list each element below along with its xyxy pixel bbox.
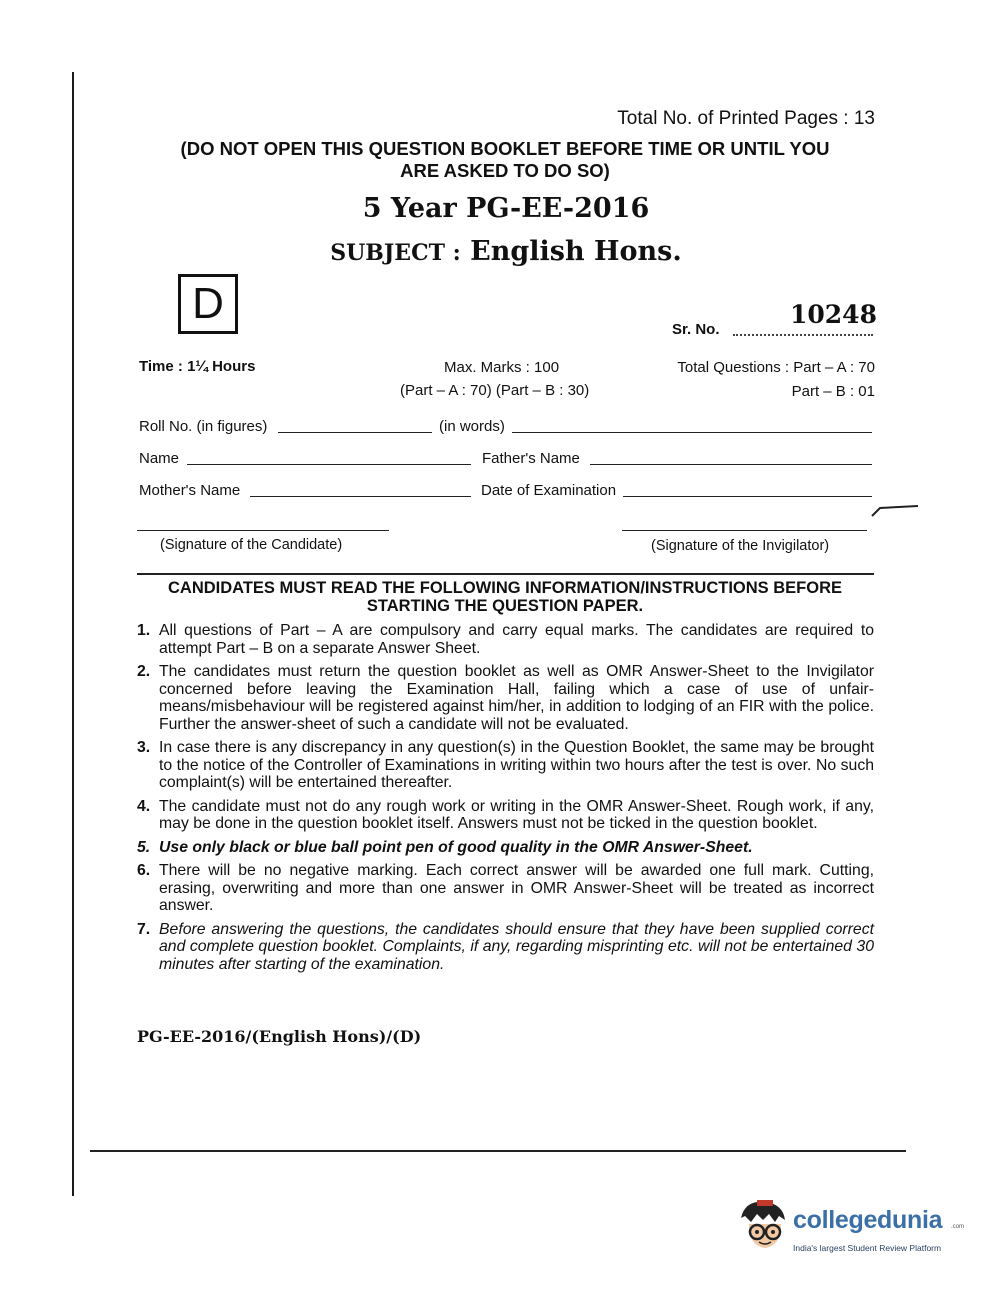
instruction-text: Before answering the questions, the candidates should ensure that they have been supplied correct and complete question booklet. Complaints, if any, regarding misprinting etc. will not be entertained 30 minutes after starting of the examination. [159,920,874,973]
instructions-heading-line-1: CANDIDATES MUST READ THE FOLLOWING INFORMATION/INSTRUCTIONS BEFORE [167,579,843,597]
paper-code: PG-EE-2016/(English Hons)/(D) [137,1027,422,1046]
mother-name-field[interactable] [250,496,471,497]
name-label: Name [139,450,180,467]
invigilator-signature-line[interactable] [622,530,867,531]
instructions-list [137,622,874,979]
do-not-open-warning [120,138,890,182]
instruction-item [137,921,874,974]
subject-value: English Hons. [470,236,682,267]
instruction-text: Use only black or blue ball point pen of good quality in the OMR Answer-Sheet. [159,838,753,856]
warning-line-1: (DO NOT OPEN THIS QUESTION BOOKLET BEFORE TIME OR UNTIL YOU [180,138,830,159]
date-exam-label: Date of Examination [481,482,617,499]
total-questions-part-b: Part – B : 01 [791,383,875,400]
bottom-rule [90,1150,906,1152]
roll-figures-field[interactable] [278,432,432,433]
total-pages: Total No. of Printed Pages : 13 [617,108,875,129]
instructions-heading [120,579,890,615]
instruction-number: 1. [137,622,151,639]
marks-split: (Part – A : 70) (Part – B : 30) [400,382,590,399]
serial-number: 10248 [790,300,877,329]
collegedunia-logo-com: .com [951,1224,965,1230]
subject-label: SUBJECT : [330,240,461,266]
instruction-text: There will be no negative marking. Each correct answer will be awarded one full mark. Cutting, erasing, overwriting and more than one answer in OMR Answer-Sheet will be treated as incorrect answer. [159,862,874,914]
collegedunia-mascot-icon [735,1196,791,1258]
instruction-item [137,663,874,733]
serial-label: Sr. No. [672,321,720,338]
invigilator-signature-label: (Signature of the Invigilator) [651,538,830,554]
instruction-item [137,798,874,833]
subject-line [0,236,993,267]
instruction-item [137,862,874,915]
instruction-text: In case there is any discrepancy in any question(s) in the Question Booklet, the same may be brought to the notice of the Controller of Examinations in writing within two hours after the test is over. No such complaint(s) will be entertained thereafter. [159,739,874,791]
roll-words-field[interactable] [512,432,872,433]
instruction-number: 5. [137,838,151,856]
instruction-number: 3. [137,739,151,756]
instruction-item [137,739,874,792]
instruction-item [137,622,874,657]
instructions-heading-line-2: STARTING THE QUESTION PAPER. [366,597,644,615]
candidate-signature-line[interactable] [137,530,389,531]
instruction-number: 6. [137,862,151,879]
collegedunia-logo-text: collegedunia [793,1206,943,1234]
exam-title: 5 Year PG-EE-2016 [362,193,650,224]
father-name-field[interactable] [590,464,872,465]
instruction-text: All questions of Part – A are compulsory and carry equal marks. The candidates are required to attempt Part – B on a separate Answer Sheet. [159,622,874,657]
booklet-set-code: D [178,274,238,334]
max-marks: Max. Marks : 100 [444,359,560,376]
instruction-number: 4. [137,797,151,815]
collegedunia-tagline: India's largest Student Review Platform [793,1243,942,1253]
pen-mark [870,500,920,520]
mother-name-label: Mother's Name [139,482,241,499]
name-field[interactable] [187,464,471,465]
exam-time: Time : 1¼ Hours [139,358,256,375]
instruction-number: 7. [137,920,151,938]
instruction-number: 2. [137,663,151,680]
warning-line-2: ARE ASKED TO DO SO) [400,160,610,181]
instruction-text: The candidates must return the question booklet as well as OMR Answer-Sheet to the Invigilator concerned before leaving the Examination Hall, failing which a case of use of unfair-means/misbehaviour will be registered against him/her, in addition to lodging of an FIR with the police. Further the answer-sheet of such a candidate will not be evaluated. [159,663,874,733]
roll-figures-label: Roll No. (in figures) [139,418,268,435]
section-divider [137,573,874,575]
date-exam-field[interactable] [623,496,872,497]
total-questions: Total Questions : Part – A : 70 [677,359,875,376]
instruction-item [137,839,874,857]
father-name-label: Father's Name [482,450,580,467]
candidate-signature-label: (Signature of the Candidate) [160,537,343,553]
instruction-text: The candidate must not do any rough work or writing in the OMR Answer-Sheet. Rough work, if any, may be done in the question booklet itself. Answers must not be ticked in the question booklet. [159,797,874,832]
serial-dotted-line [733,334,873,336]
roll-words-label: (in words) [439,418,505,435]
